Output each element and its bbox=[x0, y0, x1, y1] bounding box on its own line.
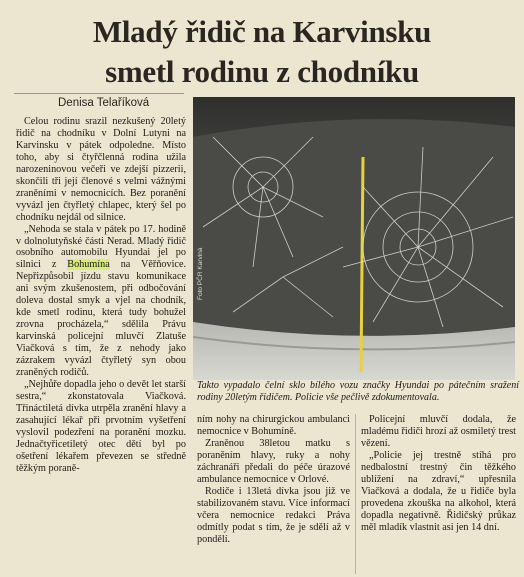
article-column-2 bbox=[197, 414, 350, 545]
windshield-photo bbox=[193, 97, 515, 380]
headline-line-2: smetl rodinu z chodníku bbox=[105, 54, 419, 89]
article-column-1 bbox=[16, 116, 186, 475]
headline-line-1: Mladý řidič na Karvinsku bbox=[92, 14, 432, 49]
column-divider bbox=[355, 414, 356, 574]
cracked-windshield-image bbox=[193, 97, 515, 380]
paragraph: Rodiče i 13letá dívka jsou již ve stabilizovaném stavu. Více informací včera nemocnice redakci Práva odmítly podat s tím, že je sdělí až v pondělí. bbox=[197, 485, 350, 545]
paragraph: Zraněnou 38letou matku s poraněním hlavy, ruky a nohy záchranáři předali do péče úrazové ambulance nemocnice v Orlové. bbox=[197, 437, 350, 485]
paragraph: ním nohy na chirurgickou ambulanci nemocnice v Bohumíně. bbox=[197, 414, 350, 437]
paragraph: Celou rodinu srazil nezkušený 20letý řidič na chodníku v Dolní Lutyni na Karvinsku v pátek odpoledne. Místo toho, aby si čtyřčlenná rodina užila narozeninovou večeři ve zdejší pizzerii, skončili tři její členové s velmi vážnými zraněními v nemocnicích. Bez poranění vyvázl jen čtyřletý chlapec, který šel po chodníku nejdál od silnice. bbox=[16, 116, 186, 223]
paragraph: „Nehoda se stala v pátek po 17. hodině v dolnolutyňské části Nerad. Mladý řidič osobního automobilu Hyundai jel po silnici z Bohumína na Věřňovice. Nepřizpůsobil jízdu stavu komunikace ani svým zkušenostem, při odbočování doleva dostal smyk a vjel na chodník, kde smetl rodinu, která tudy bohužel zrovna procházela,“ sdělila Právu karvinská policejní mluvčí Zlatuše Viačková s tím, že z nehody jako zázrakem vyvázl čtyřletý syn obou zraněných rodičů. bbox=[16, 223, 187, 379]
photo-caption: Takto vypadalo čelní sklo bílého vozu značky Hyundai po pátečním sražení rodiny 20letým řidičem. Policie vše pečlivě zdokumentovala. bbox=[197, 380, 519, 403]
paragraph: „Policie jej trestně stíhá pro nedbalostní trestný čin těžkého ublížení na zdraví,“ upřesnila Viačková a dodala, že u řidiče byla provedena zkouška na alkohol, která dopadla negativně. Řidičský průkaz měl mladík vlastnit asi jen 14 dní. bbox=[361, 449, 516, 533]
headline bbox=[0, 12, 524, 92]
photo-credit: Foto PČR Karviná bbox=[197, 247, 204, 300]
article-column-3 bbox=[361, 414, 516, 534]
byline: Denisa Telaříková bbox=[58, 97, 150, 109]
byline-rule bbox=[14, 93, 184, 94]
paragraph: „Nejhůře dopadla jeho o devět let starší sestra,“ zkonstatovala Viačková. Třináctiletá dívka utrpěla zranění hlavy a zasahující lékař při prvotním vyšetření vyslovil podezření na poranění mozku. Jednačtyřicetiletý otec dětí byl po ošetření lékařem převezen se středně těžkým poraně- bbox=[16, 378, 186, 474]
highlighted-word: Bohumína bbox=[67, 259, 110, 271]
paragraph: Policejní mluvčí dodala, že mladému řidiči hrozí až osmiletý trest vězení. bbox=[361, 414, 516, 449]
